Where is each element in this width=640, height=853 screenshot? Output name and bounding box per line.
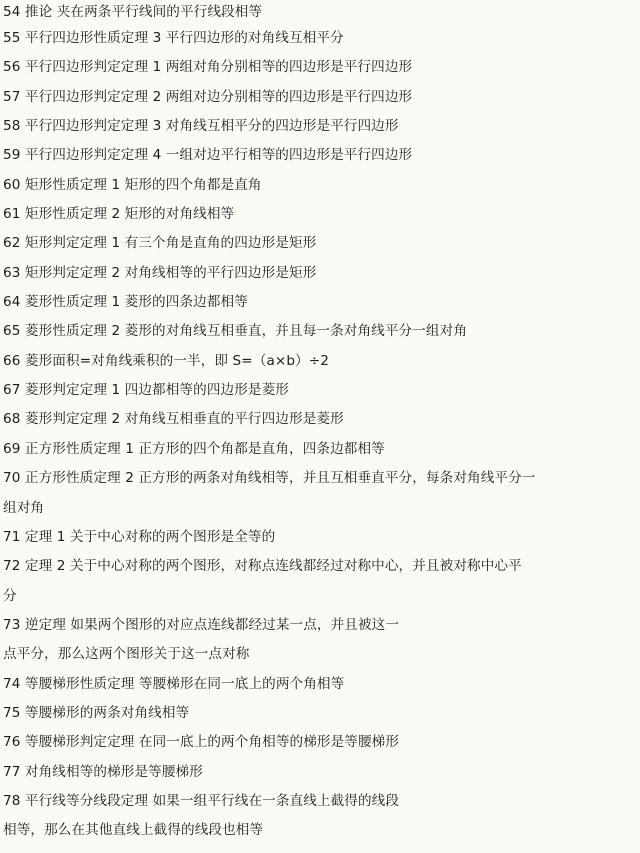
text-line: 74 等腰梯形性质定理 等腰梯形在同一底上的两个角相等 [3,675,345,692]
text-line: 66 菱形面积=对角线乘积的一半，即 S=（a×b）÷2 [3,352,330,369]
text-line: 56 平行四边形判定定理 1 两组对角分别相等的四边形是平行四边形 [3,59,413,76]
text-line: 69 正方形性质定理 1 正方形的四个角都是直角，四条边都相等 [3,440,385,457]
text-line: 59 平行四边形判定定理 4 一组对边平行相等的四边形是平行四边形 [3,147,413,164]
text-line: 71 定理 1 关于中心对称的两个图形是全等的 [3,528,276,545]
text-line: 68 菱形判定定理 2 对角线互相垂直的平行四边形是菱形 [3,411,344,428]
text-line: 75 等腰梯形的两条对角线相等 [3,704,190,721]
text-line: 63 矩形判定定理 2 对角线相等的平行四边形是矩形 [3,264,317,281]
text-line: 62 矩形判定定理 1 有三个角是直角的四边形是矩形 [3,235,317,252]
text-line: 70 正方形性质定理 2 正方形的两条对角线相等，并且互相垂直平分，每条对角线平分一 [3,470,536,487]
text-line: 72 定理 2 关于中心对称的两个图形，对称点连线都经过对称中心，并且被对称中心平 [3,558,522,575]
text-line: 73 逆定理 如果两个图形的对应点连线都经过某一点，并且被这一 [3,616,400,633]
text-line: 57 平行四边形判定定理 2 两组对边分别相等的四边形是平行四边形 [3,88,413,105]
text-line: 58 平行四边形判定定理 3 对角线互相平分的四边形是平行四边形 [3,118,399,135]
text-line: 67 菱形判定定理 1 四边都相等的四边形是菱形 [3,382,289,399]
text-line: 76 等腰梯形判定定理 在同一底上的两个角相等的梯形是等腰梯形 [3,734,400,751]
text-line: 相等，那么在其他直线上截得的线段也相等 [3,822,264,839]
text-line: 组对角 [3,499,45,516]
text-line: 54 推论 夹在两条平行线间的平行线段相等 [3,4,263,20]
text-line: 60 矩形性质定理 1 矩形的四个角都是直角 [3,176,262,193]
text-line: 61 矩形性质定理 2 矩形的对角线相等 [3,206,235,223]
text-line: 分 [3,587,17,604]
text-line: 65 菱形性质定理 2 菱形的对角线互相垂直，并且每一条对角线平分一组对角 [3,323,468,340]
text-line: 64 菱形性质定理 1 菱形的四条边都相等 [3,294,248,311]
text-line: 55 平行四边形性质定理 3 平行四边形的对角线互相平分 [3,30,344,46]
text-line: 点平分，那么这两个图形关于这一点对称 [3,646,250,663]
text-line: 78 平行线等分线段定理 如果一组平行线在一条直线上截得的线段 [3,792,400,809]
text-line: 77 对角线相等的梯形是等腰梯形 [3,763,203,780]
